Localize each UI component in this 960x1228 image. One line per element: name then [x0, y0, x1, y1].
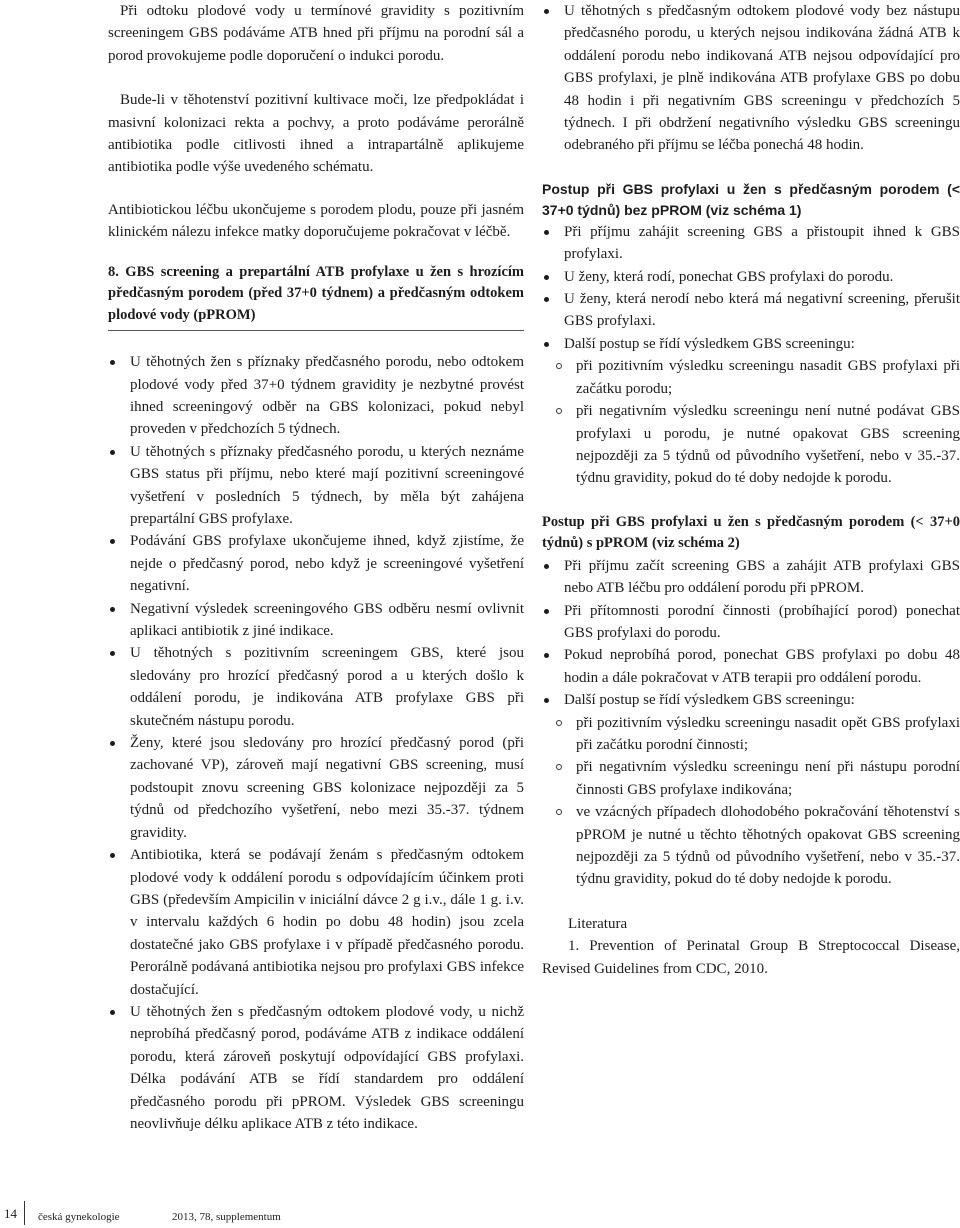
list-item: U těhotných s příznaky předčasného porodu, u kterých neznáme GBS status při příjmu, nebo které mají pozitivní screeningové vyšetření v posledních 5 týdnech, by měla být zahájena prepartální GBS profylaxe. — [108, 441, 524, 531]
scheme-2-bullet-list — [542, 555, 960, 712]
list-item: Podávání GBS profylaxe ukončujeme ihned, když zjistíme, že nejde o předčasný porod, nebo když je screeningové vyšetření negativní. — [108, 530, 524, 597]
list-item: U těhotných s pozitivním screeningem GBS, které jsou sledovány pro hrozící předčasný porod a u kterých došlo k oddálení porodu, je indikována ATB profylaxe GBS při skutečném nástupu porodu. — [108, 642, 524, 732]
section-divider — [108, 330, 524, 331]
paragraph-atb-term: Při odtoku plodové vody u termínové gravidity s pozitivním screeningem GBS podáváme ATB hned při příjmu na porodní sál a porod provokujeme podle doporučení o indukci porodu. — [108, 3, 524, 64]
list-item: Ženy, které jsou sledovány pro hrozící předčasný porod (při zachované VP), zároveň mají negativní GBS screening, musí podstoupit znovu screening GBS kolonizace nejpozději za 5 týdnů od předchozího vyšetření, nebo mezi 35.-37. týdnem gravidity. — [108, 732, 524, 844]
literature-section — [542, 913, 960, 980]
list-item: U těhotných s předčasným odtokem plodové vody bez nástupu předčasného porodu, u kterých nejsou indikována žádná ATB k oddálení porodu nebo indikovaná ATB nejsou odpovídající pro GBS profylaxi, je plně indikována ATB profylaxe GBS po dobu 48 hodin i při negativním GBS screeningu v předchozích 5 týdnech. I při obdržení negativního výsledku GBS screeningu odebraného při příjmu se léčba ponechá 48 hodin. — [542, 0, 960, 157]
list-item: Další postup se řídí výsledkem GBS screeningu: — [542, 689, 960, 711]
journal-volume: 2013, 78, supplementum — [172, 1211, 281, 1223]
page-number: 14 — [4, 1206, 17, 1221]
list-item: U ženy, která rodí, ponechat GBS profylaxi do porodu. — [542, 266, 960, 288]
paragraph-atb-end: Antibiotickou léčbu ukončujeme s porodem plodu, pouze při jasném klinickém nálezu infekce matky doporučujeme pokračovat v léčbě. — [108, 201, 524, 241]
scheme-2-heading: Postup při GBS profylaxi u žen s předčasným porodem (< 37+0 týdnů) s pPROM (viz schéma 2) — [542, 513, 960, 552]
journal-name: česká gynekologie — [38, 1211, 120, 1223]
scheme-1-section — [542, 179, 960, 490]
sub-list-item: při negativním výsledku screeningu není při nástupu porodní činnosti GBS profylaxe indikována; — [542, 756, 960, 801]
scheme-2-section — [542, 512, 960, 891]
left-column — [108, 0, 524, 1135]
list-item: Při přítomnosti porodní činnosti (probíhající porod) ponechat GBS profylaxi do porodu. — [542, 600, 960, 645]
sub-list-item: při pozitivním výsledku screeningu nasadit opět GBS profylaxi při začátku porodní činnosti; — [542, 712, 960, 757]
page-footer — [0, 1201, 960, 1225]
list-item: U těhotných žen s příznaky předčasného porodu, nebo odtokem plodové vody před 37+0 týdnem gravidity je nezbytné provést ihned screeningový odběr na GBS kolonizaci, pokud nebyl proveden v předchozích 5 týdnech. — [108, 351, 524, 441]
scheme-1-heading: Postup při GBS profylaxi u žen s předčasným porodem (< 37+0 týdnů) bez pPROM (viz schéma 1) — [542, 180, 960, 218]
scheme-2-sub-list — [542, 712, 960, 891]
list-item: Antibiotika, která se podávají ženám s předčasným odtokem plodové vody k oddálení porodu s odpovídajícím účinkem proti GBS (především Ampicilin v iniciální dávce 2 g i.v., dále 1 g. i.v. v intervalu každých 6 hodin po dobu 48 hodin) jsou zcela dostatečné jako GBS profylaxe i v případě předčasného porodu. Perorálně podávaná antibiotika nejsou pro profylaxi GBS infekce dostačující. — [108, 844, 524, 1001]
footer-divider — [24, 1201, 25, 1225]
section-8-bullet-list — [108, 351, 524, 1135]
sub-list-item: při pozitivním výsledku screeningu nasadit GBS profylaxi při začátku porodu; — [542, 355, 960, 400]
paragraph-urine-culture: Bude-li v těhotenství pozitivní kultivace moči, lze předpokládat i masivní kolonizaci rekta a pochvy, a proto podáváme perorálně antibiotika podle citlivosti ihned a intrapartálně aplikujeme antibiotika podle výše uvedeného schématu. — [108, 92, 524, 176]
sub-list-item: při negativním výsledku screeningu není nutné podávat GBS profylaxi u porodu, je nutné opakovat GBS screening nejpozději za 5 týdnů od původního vyšetření, nebo v 35.-37. týdnu gravidity, pokud do té doby nedojde k porodu. — [542, 400, 960, 490]
section-8-heading: 8. GBS screening a prepartální ATB profylaxe u žen s hrozícím předčasným porodem (před 37+0 týdnem) a předčasným odtokem plodové vody (pPROM) — [108, 263, 524, 323]
scheme-1-sub-list — [542, 355, 960, 489]
list-item: Negativní výsledek screeningového GBS odběru nesmí ovlivnit aplikaci antibiotik z jiné indikace. — [108, 598, 524, 643]
pprom-bullet-list — [542, 0, 960, 157]
literature-title: Literatura — [568, 915, 628, 932]
section-8-heading-block — [108, 262, 524, 332]
list-item: Pokud neprobíhá porod, ponechat GBS profylaxi po dobu 48 hodin a dále pokračovat v ATB terapii pro oddálení porodu. — [542, 644, 960, 689]
list-item: U těhotných žen s předčasným odtokem plodové vody, u nichž neprobíhá předčasný porod, podáváme ATB z indikace oddálení porodu, která zároveň poskytují odpovídající GBS profylaxi. Délka podávání ATB se řídí standardem pro oddálení předčasného porodu při pPROM. Výsledek GBS screeningu neovlivňuje délku aplikace ATB z této indikace. — [108, 1001, 524, 1135]
scheme-1-bullet-list — [542, 221, 960, 355]
list-item: Další postup se řídí výsledkem GBS screeningu: — [542, 333, 960, 355]
list-item: Při příjmu začít screening GBS a zahájit ATB profylaxi GBS nebo ATB léčbu pro oddálení porodu při pPROM. — [542, 555, 960, 600]
reference-item: 1. Prevention of Perinatal Group B Streptococcal Disease, Revised Guidelines from CDC, 2010. — [542, 938, 960, 977]
list-item: Při příjmu zahájit screening GBS a přistoupit ihned k GBS profylaxi. — [542, 221, 960, 266]
sub-list-item: ve vzácných případech dlohodobého pokračování těhotenství s pPROM je nutné u těchto těhotných opakovat GBS screening nejpozději za 5 týdnů od původního vyšetření, nebo v 35.-37. týdnu gravidity, pokud do té doby nedojde k porodu. — [542, 801, 960, 891]
right-column — [542, 0, 960, 980]
list-item: U ženy, která nerodí nebo která má negativní screening, přerušit GBS profylaxi. — [542, 288, 960, 333]
